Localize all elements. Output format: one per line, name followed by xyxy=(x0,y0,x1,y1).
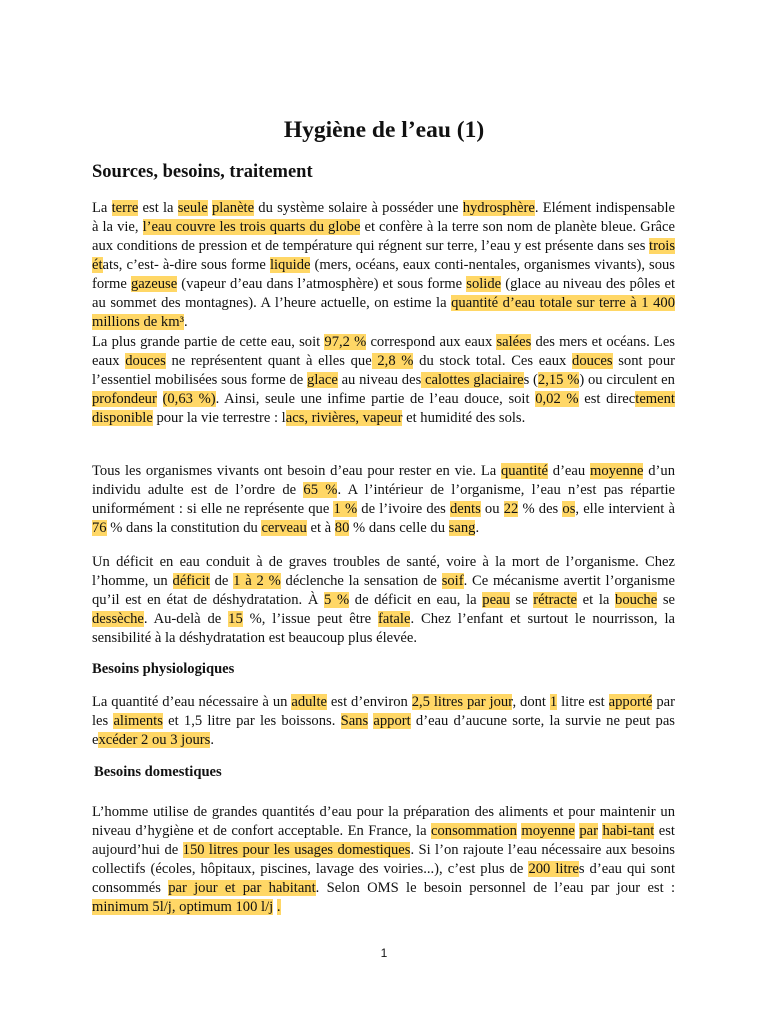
highlighted-text: 97,2 % xyxy=(324,334,367,350)
text-run: et humidité des sols. xyxy=(402,410,526,426)
text-run: % dans celle du xyxy=(349,520,449,536)
text-run: La xyxy=(92,200,112,216)
text-run: se xyxy=(657,592,675,608)
text-run: et la xyxy=(577,592,616,608)
highlighted-text: salées xyxy=(496,334,532,350)
highlighted-text: profondeur xyxy=(92,391,157,407)
highlighted-text: quantité xyxy=(500,463,548,479)
text-run: d’eau xyxy=(548,463,590,479)
highlighted-text: 200 litre xyxy=(528,861,579,877)
text-run: . Ce mécanisme avertit l’organisme qu’il est en état de déshydratation. À xyxy=(92,573,675,608)
text-run: La plus grande partie de cette eau, soit xyxy=(92,334,325,350)
page-number: 1 xyxy=(380,946,388,960)
highlighted-text: planète xyxy=(211,200,255,216)
paragraph-physiological-needs xyxy=(92,693,675,750)
highlighted-text: douces xyxy=(125,353,166,369)
highlighted-text: glace xyxy=(307,372,338,388)
highlighted-text: . xyxy=(276,899,281,915)
highlighted-text: 1 xyxy=(549,694,558,710)
highlighted-text: 1 à 2 % xyxy=(233,573,281,589)
highlighted-text: solide xyxy=(466,276,502,292)
text-run: ne représentent quant à elles que xyxy=(165,353,372,369)
highlighted-text: apporté xyxy=(608,694,653,710)
text-run: . xyxy=(183,314,188,330)
highlighted-text: quantité d’eau totale sur terre à 1 400 millions de km³ xyxy=(92,295,676,330)
text-run: . Selon OMS le besoin personnel de l’eau par jour est : xyxy=(315,880,676,896)
text-run: correspond aux eaux xyxy=(366,334,497,350)
text-run: . A l’intérieur de l’organisme, l’eau n’est pas répartie uniformément : si elle ne représente que xyxy=(92,482,675,517)
highlighted-text: moyenne xyxy=(521,823,575,839)
text-run: , elle intervient à xyxy=(575,501,675,517)
heading-domestic-needs: Besoins domestiques xyxy=(94,764,222,780)
text-run: déclenche la sensation de xyxy=(280,573,442,589)
text-run: est d’environ xyxy=(327,694,412,710)
highlighted-text: par jour et par habitant xyxy=(168,880,316,896)
text-run: de l’ivoire des xyxy=(357,501,450,517)
highlighted-text: peau xyxy=(482,592,510,608)
text-run: est direc xyxy=(578,391,636,407)
text-run: se xyxy=(509,592,534,608)
highlighted-text: 22 xyxy=(503,501,519,517)
text-run: % des xyxy=(518,501,563,517)
text-run: . xyxy=(475,520,480,536)
highlighted-text: adulte xyxy=(291,694,328,710)
paragraph-water-deficit xyxy=(92,553,675,648)
highlighted-text: gazeuse xyxy=(130,276,178,292)
heading-physiological-needs: Besoins physiologiques xyxy=(92,661,235,677)
highlighted-text: sang xyxy=(448,520,476,536)
text-run: . xyxy=(210,732,214,748)
paragraph-body-water xyxy=(92,462,675,538)
text-run: du système solaire à posséder une xyxy=(254,200,463,216)
text-run: , dont xyxy=(512,694,550,710)
text-run: . Au-delà de xyxy=(143,611,229,627)
highlighted-text: os xyxy=(562,501,576,517)
text-run: de xyxy=(209,573,234,589)
text-run: % dans la constitution du xyxy=(106,520,262,536)
highlighted-text: acs, rivières, vapeur xyxy=(285,410,403,426)
highlighted-text: apport xyxy=(373,713,411,729)
highlighted-text: 2,5 litres par jour xyxy=(411,694,513,710)
text-run: Un déficit en eau conduit à de graves troubles de santé, voire à la mort de l’organisme. Chez l’homme, un xyxy=(92,554,675,589)
text-run: . Si l’on rajoute l’eau nécessaire aux besoins collectifs (écoles, hôpitaux, piscines, lavage des voiries...), c’est plus de xyxy=(92,842,675,877)
text-run: ou xyxy=(480,501,504,517)
text-run: et confère à la terre son nom de planète bleue. Grâce aux conditions de pression et de température qui régnent sur terre, l’eau y est présente dans ses xyxy=(92,219,675,254)
paragraph-water-distribution xyxy=(92,333,675,428)
text-run: par les xyxy=(92,694,675,729)
highlighted-text: bouche xyxy=(615,592,658,608)
highlighted-text: par xyxy=(579,823,598,839)
text-run: pour la vie terrestre : l xyxy=(152,410,286,426)
highlighted-text: minimum 5l/j, optimum 100 l/j xyxy=(92,899,274,915)
text-run: %, l’issue peut être xyxy=(242,611,379,627)
highlighted-text: fatale xyxy=(378,611,411,627)
text-run: . Ainsi, seule une infime partie de l’eau douce, soit xyxy=(215,391,536,407)
text-run: La quantité d’eau nécessaire à un xyxy=(92,694,292,710)
highlighted-text: consommation xyxy=(431,823,517,839)
highlighted-text: soif xyxy=(441,573,464,589)
highlighted-text: douces xyxy=(572,353,613,369)
highlighted-text: dessèche xyxy=(92,611,144,627)
highlighted-text: calottes glaciaire xyxy=(421,372,524,388)
text-run: L’homme utilise de grandes quantités d’eau pour la préparation des aliments et pour maintenir un niveau d’hygiène et de confort acceptable. En France, la xyxy=(92,804,675,839)
text-run: du stock total. Ces eaux xyxy=(413,353,573,369)
paragraph-hydrosphere xyxy=(92,199,675,332)
highlighted-text: 5 % xyxy=(324,592,350,608)
text-run: Tous les organismes vivants ont besoin d’eau pour rester en vie. La xyxy=(92,463,501,479)
text-run: au niveau des xyxy=(337,372,422,388)
highlighted-text: déficit xyxy=(172,573,210,589)
highlighted-text: Sans xyxy=(340,713,369,729)
section-subtitle: Sources, besoins, traitement xyxy=(92,162,313,182)
paragraph-domestic-needs xyxy=(92,803,675,917)
highlighted-text: (0,63 %) xyxy=(162,391,216,407)
text-run xyxy=(157,391,163,407)
highlighted-text: hydrosphère xyxy=(462,200,535,216)
text-run: s d’eau qui sont consommés xyxy=(92,861,675,896)
highlighted-text: dents xyxy=(449,501,481,517)
text-run: sont pour l’essentiel mobilisées sous forme de xyxy=(92,353,675,388)
highlighted-text: 80 xyxy=(334,520,350,536)
text-run: litre est xyxy=(557,694,609,710)
highlighted-text: tement disponible xyxy=(92,391,675,426)
text-run: . Chez l’enfant et surtout le nourrisson, la sensibilité à la déshydratation est beaucoup plus élevée. xyxy=(92,611,675,646)
text-run: . Elément indispensable à la vie, xyxy=(92,200,675,235)
highlighted-text: seule xyxy=(177,200,208,216)
highlighted-text: terre xyxy=(111,200,139,216)
highlighted-text: moyenne xyxy=(589,463,644,479)
highlighted-text: 15 xyxy=(228,611,243,627)
highlighted-text: trois ét xyxy=(92,238,675,273)
text-run: s ( xyxy=(523,372,538,388)
text-run: ) ou circulent en xyxy=(579,372,675,388)
highlighted-text: 0,02 % xyxy=(535,391,579,407)
text-run: de déficit en eau, la xyxy=(349,592,483,608)
highlighted-text: 2,8 % xyxy=(371,353,414,369)
text-run: est la xyxy=(138,200,178,216)
page-title: Hygiène de l’eau (1) xyxy=(283,117,485,143)
text-run: (vapeur d’eau dans l’atmosphère) et sous forme xyxy=(177,276,467,292)
text-run: des mers et océans. Les eaux xyxy=(92,334,675,369)
highlighted-text: liquide xyxy=(269,257,311,273)
text-run: (mers, océans, eaux conti-nentales, organismes vivants), sous forme xyxy=(92,257,675,292)
highlighted-text: 1 % xyxy=(333,501,358,517)
text-run: d’eau d’aucune sorte, la survie ne peut pas e xyxy=(92,713,675,748)
highlighted-text: 65 % xyxy=(303,482,338,498)
highlighted-text: 150 litres pour les usages domestiques xyxy=(182,842,411,858)
text-run: et 1,5 litre par les boissons. xyxy=(162,713,341,729)
highlighted-text: xcéder 2 ou 3 jours xyxy=(98,732,211,748)
highlighted-text: habi-tant xyxy=(602,823,655,839)
highlighted-text: l’eau couvre les trois quarts du globe xyxy=(142,219,361,235)
highlighted-text: cerveau xyxy=(261,520,307,536)
text-run: d’un individu adulte est de l’ordre de xyxy=(92,463,675,498)
highlighted-text: 2,15 % xyxy=(537,372,580,388)
highlighted-text: rétracte xyxy=(533,592,578,608)
text-run: ats, c’est- à-dire sous forme xyxy=(102,257,270,273)
text-run: est aujourd’hui de xyxy=(92,823,675,858)
highlighted-text: aliments xyxy=(113,713,163,729)
text-run: et à xyxy=(306,520,335,536)
text-run: (glace au niveau des pôles et au sommet des montagnes). A l’heure actuelle, on estime la xyxy=(92,276,675,311)
highlighted-text: 76 xyxy=(92,520,107,536)
